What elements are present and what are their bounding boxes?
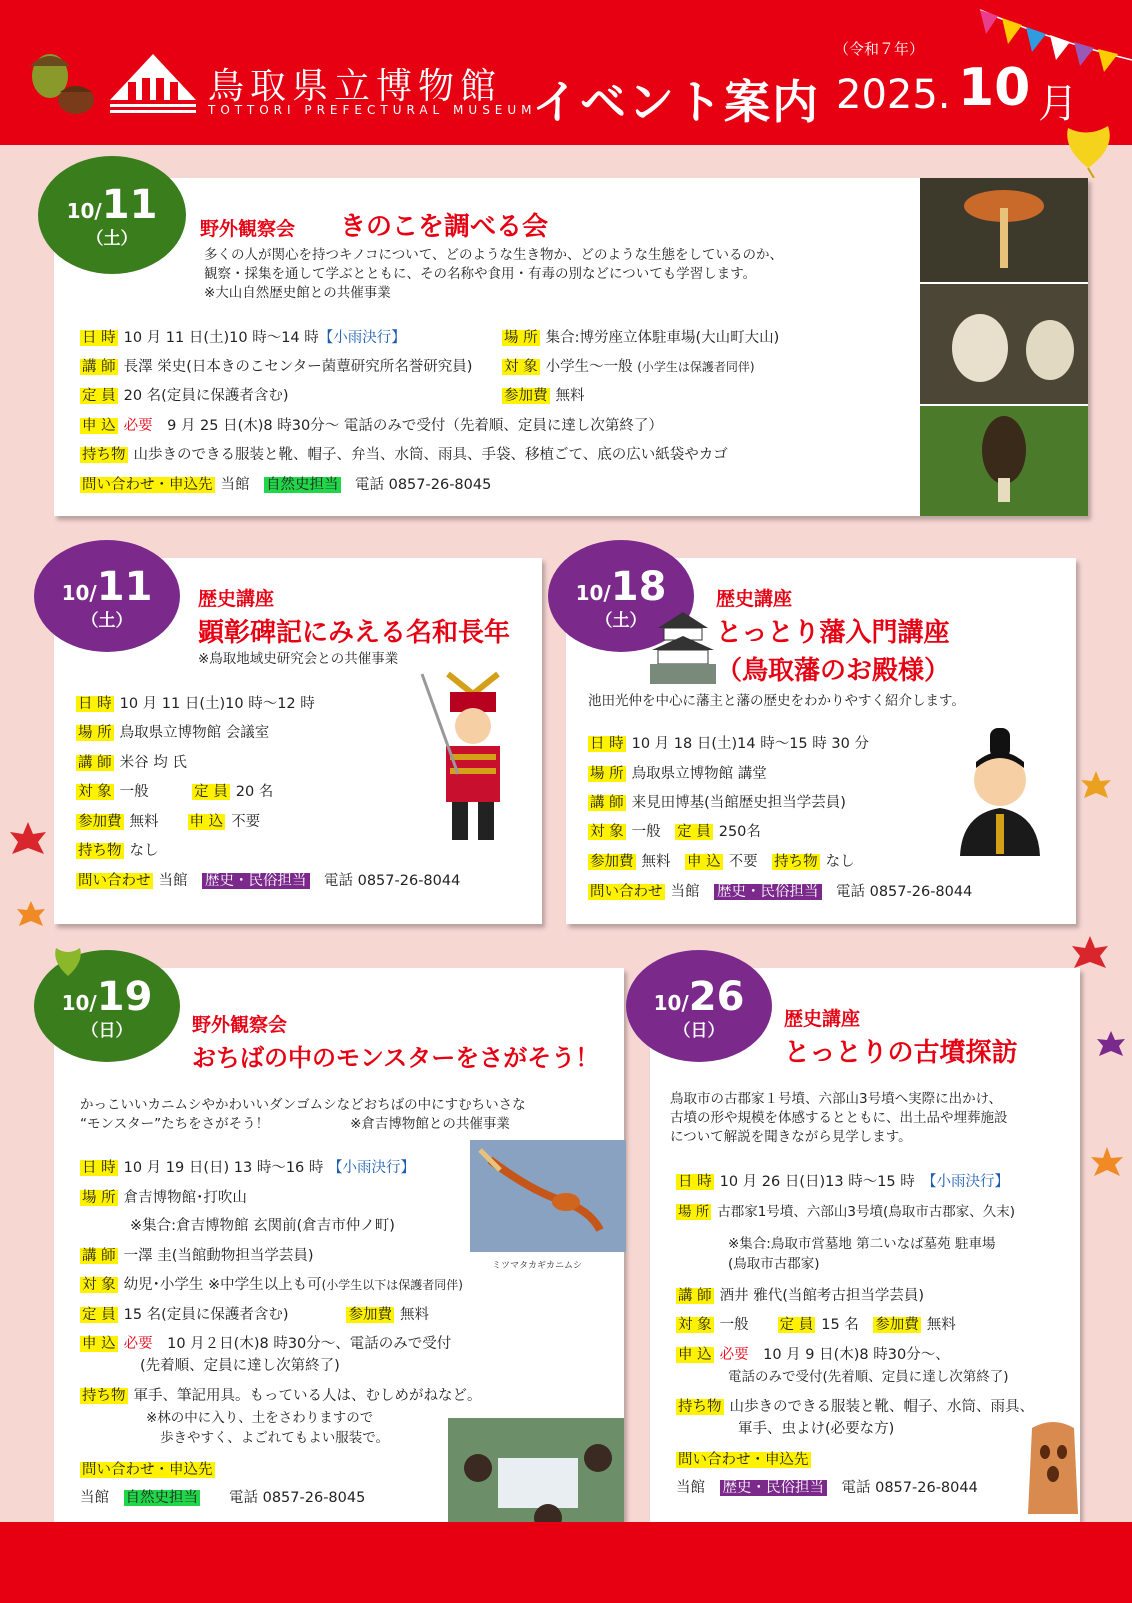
maple-leaf-icon — [1096, 1030, 1126, 1060]
event-description: かっこいいカニムシやかわいいダンゴムシなどおちばの中にすむちいさな “モンスター”たちをさがそう！ ※倉吉博物館との共催事業 — [80, 1097, 526, 1132]
bunting-flags-icon — [980, 0, 1132, 80]
event-description: 鳥取市の古郡家１号墳、六部山3号墳へ実際に出かけ、 古墳の形や規模を体感するとともに、出土品や埋葬施設 について解説を聞きながら見学します。 — [670, 1091, 1008, 1145]
mushroom-photo — [920, 178, 1088, 516]
row-target: 対 象 一般 定 員 250名 — [590, 824, 761, 840]
date-badge: 10/19 （日） — [34, 950, 180, 1062]
maple-leaf-icon — [1070, 934, 1110, 974]
row-lecturer: 講 師 来見田博基(当館歴史担当学芸員) — [590, 795, 846, 811]
row-datetime: 日 時 10 月 11 日(土)10 時～14 時【小雨決行】 — [82, 330, 406, 346]
photo-caption: ミツマタカギカニムシ — [492, 1261, 583, 1271]
event-title: おちばの中のモンスターをさがそう！ — [192, 1044, 600, 1072]
row-place-note: ※集合:鳥取市営墓地 第二いなば墓苑 駐車場 — [728, 1236, 996, 1252]
event-category: 歴史講座 — [716, 588, 793, 610]
museum-logo-icon — [108, 52, 198, 114]
month-unit: 月 — [1038, 81, 1078, 127]
castle-icon — [648, 610, 718, 684]
row-contact: 当館 自然史担当 電話 0857-26-8045 — [80, 1490, 366, 1506]
event-subtitle: （鳥取藩のお殿様） — [716, 656, 951, 686]
event-title: とっとり藩入門講座 — [716, 618, 950, 648]
row-target: 対 象 幼児･小学生 ※中学生以上も可(小学生以下は保護者同伴) — [82, 1277, 463, 1293]
maple-leaf-icon — [16, 900, 46, 930]
acorn-icon — [20, 28, 100, 118]
row-bring: 持ち物 軍手、筆記用具。もっている人は、むしめがねなど。 — [82, 1388, 482, 1404]
maple-leaf-icon — [1090, 1146, 1124, 1180]
row-bring-note: 軍手、虫よけ(必要な方) — [738, 1421, 895, 1437]
page-title: イベント案内 — [532, 75, 820, 129]
row-place: 場 所 鳥取県立博物館 講堂 — [590, 766, 767, 782]
event-title: とっとりの古墳探訪 — [784, 1038, 1018, 1068]
event-description: 池田光仲を中心に藩主と藩の歴史をわかりやすく紹介します。 — [588, 693, 965, 709]
row-place: 場 所 鳥取県立博物館 会議室 — [78, 725, 270, 741]
row-contact-label: 問い合わせ・申込先 — [82, 1462, 213, 1478]
museum-name-jp: 鳥取県立博物館 — [208, 66, 503, 107]
row-capacity: 定 員 20 名(定員に保護者含む) — [82, 388, 289, 404]
row-place-note: ※集合:倉吉博物館 玄関前(倉吉市仲ノ町) — [130, 1218, 395, 1234]
row-place: 場 所 古郡家1号墳、六部山3号墳(鳥取市古郡家、久末) — [678, 1204, 1016, 1220]
row-fee: 参加費 無料 申 込 不要 持ち物 なし — [590, 854, 855, 870]
row-datetime: 日 時 10 月 19 日(日) 13 時～16 時 【小雨決行】 — [82, 1160, 415, 1176]
row-apply: 申 込 必要 10 月２日(木)8 時30分～、電話のみで受付 — [82, 1336, 452, 1352]
row-apply: 申 込 必要 10 月 9 日(木)8 時30分～、 — [678, 1347, 950, 1363]
row-datetime: 日 時 10 月 11 日(土)10 時～12 時 — [78, 696, 315, 712]
event-category: 歴史講座 — [784, 1008, 861, 1030]
row-place: 場 所 倉吉博物館･打吹山 — [82, 1190, 247, 1206]
row-fee: 参加費 無料 — [504, 388, 585, 404]
event-title: 顕彰碑記にみえる名和長年 — [198, 618, 511, 648]
row-target: 対 象 一般 定 員 20 名 — [78, 784, 274, 800]
ginkgo-leaf-icon — [50, 944, 86, 980]
row-bring: 持ち物 山歩きのできる服装と靴、帽子、弁当、水筒、雨具、手袋、移植ごて、底の広い紙袋やカゴ — [82, 447, 728, 463]
maple-leaf-icon — [1080, 770, 1112, 802]
row-lecturer: 講 師 酒井 雅代(当館考古担当学芸員) — [678, 1288, 925, 1304]
lord-illustration — [950, 728, 1050, 856]
event-category: 歴史講座 — [198, 588, 275, 610]
row-lecturer: 講 師 長澤 栄史(日本きのこセンター菌蕈研究所名誉研究員) — [82, 359, 473, 375]
date-badge: 10/18 （土） — [548, 540, 694, 652]
row-bring: 持ち物 山歩きのできる服装と靴、帽子、水筒、雨具、 — [678, 1399, 1034, 1415]
museum-name-en: TOTTORI PREFECTURAL MUSEUM — [208, 103, 537, 117]
event-category: 野外観察会 — [200, 218, 296, 240]
event-title: きのこを調べる会 — [340, 212, 549, 242]
era-year: （令和７年） — [834, 40, 925, 58]
row-contact: 問い合わせ 当館 歴史・民俗担当 電話 0857-26-8044 — [590, 884, 973, 900]
month: 10 — [958, 58, 1031, 118]
row-capacity: 定 員 15 名(定員に保護者含む) 参加費 無料 — [82, 1307, 429, 1323]
row-contact: 当館 歴史・民俗担当 電話 0857-26-8044 — [676, 1480, 978, 1496]
row-lecturer: 講 師 米谷 均 氏 — [78, 755, 187, 771]
haniwa-illustration — [1018, 1418, 1088, 1518]
row-fee: 参加費 無料 申 込 不要 — [78, 814, 261, 830]
date-badge: 10/11 （土） — [34, 540, 180, 652]
row-contact-label: 問い合わせ・申込先 — [678, 1452, 809, 1468]
row-contact: 問い合わせ 当館 歴史・民俗担当 電話 0857-26-8044 — [78, 873, 461, 889]
row-bring: 持ち物 なし — [78, 843, 159, 859]
row-target: 対 象 小学生～一般 (小学生は保護者同伴) — [504, 359, 755, 375]
footer-band — [0, 1522, 1132, 1603]
row-contact: 問い合わせ・申込先 当館 自然史担当 電話 0857-26-8045 — [82, 477, 492, 493]
event-category: 野外観察会 — [192, 1014, 288, 1036]
samurai-illustration — [418, 664, 528, 854]
event-note: ※鳥取地域史研究会との共催事業 — [198, 651, 399, 667]
row-apply: 申 込 必要 9 月 25 日(木)8 時30分～ 電話のみで受付（先着順、定員に達し次第終了） — [82, 418, 663, 434]
row-datetime: 日 時 10 月 26 日(日)13 時～15 時 【小雨決行】 — [678, 1174, 1010, 1190]
date-badge: 10/11 （土） — [38, 156, 186, 274]
event-description: 多くの人が関心を持つキノコについて、どのような生き物か、どのような生態をしているのか、 観察・採集を通して学ぶとともに、その名称や食用・有毒の別などについても学習します。 ※大山自然歴史館との共催事業 — [204, 247, 784, 301]
row-place: 場 所 集合:博労座立体駐車場(大山町大山) — [504, 330, 780, 346]
row-target: 対 象 一般 定 員 15 名 参加費 無料 — [678, 1317, 956, 1333]
pseudoscorpion-photo — [470, 1140, 626, 1252]
row-bring-note: ※林の中に入り、土をさわりますので — [146, 1410, 374, 1426]
row-bring-note-2: 歩きやすく、よごれてもよい服装で。 — [160, 1430, 389, 1446]
row-lecturer: 講 師 一澤 圭(当館動物担当学芸員) — [82, 1248, 314, 1264]
row-datetime: 日 時 10 月 18 日(土)14 時～15 時 30 分 — [590, 736, 869, 752]
row-apply-note: (先着順、定員に達し次第終了) — [140, 1358, 340, 1374]
ginkgo-leaf-icon — [1058, 118, 1118, 178]
row-place-note-2: (鳥取市古郡家) — [728, 1256, 820, 1272]
date-badge: 10/26 （日） — [626, 950, 772, 1062]
row-apply-note: 電話のみで受付(先着順、定員に達し次第終了) — [728, 1369, 1009, 1385]
maple-leaf-icon — [8, 820, 48, 860]
activity-photo — [448, 1418, 624, 1538]
year: 2025. — [836, 72, 951, 118]
